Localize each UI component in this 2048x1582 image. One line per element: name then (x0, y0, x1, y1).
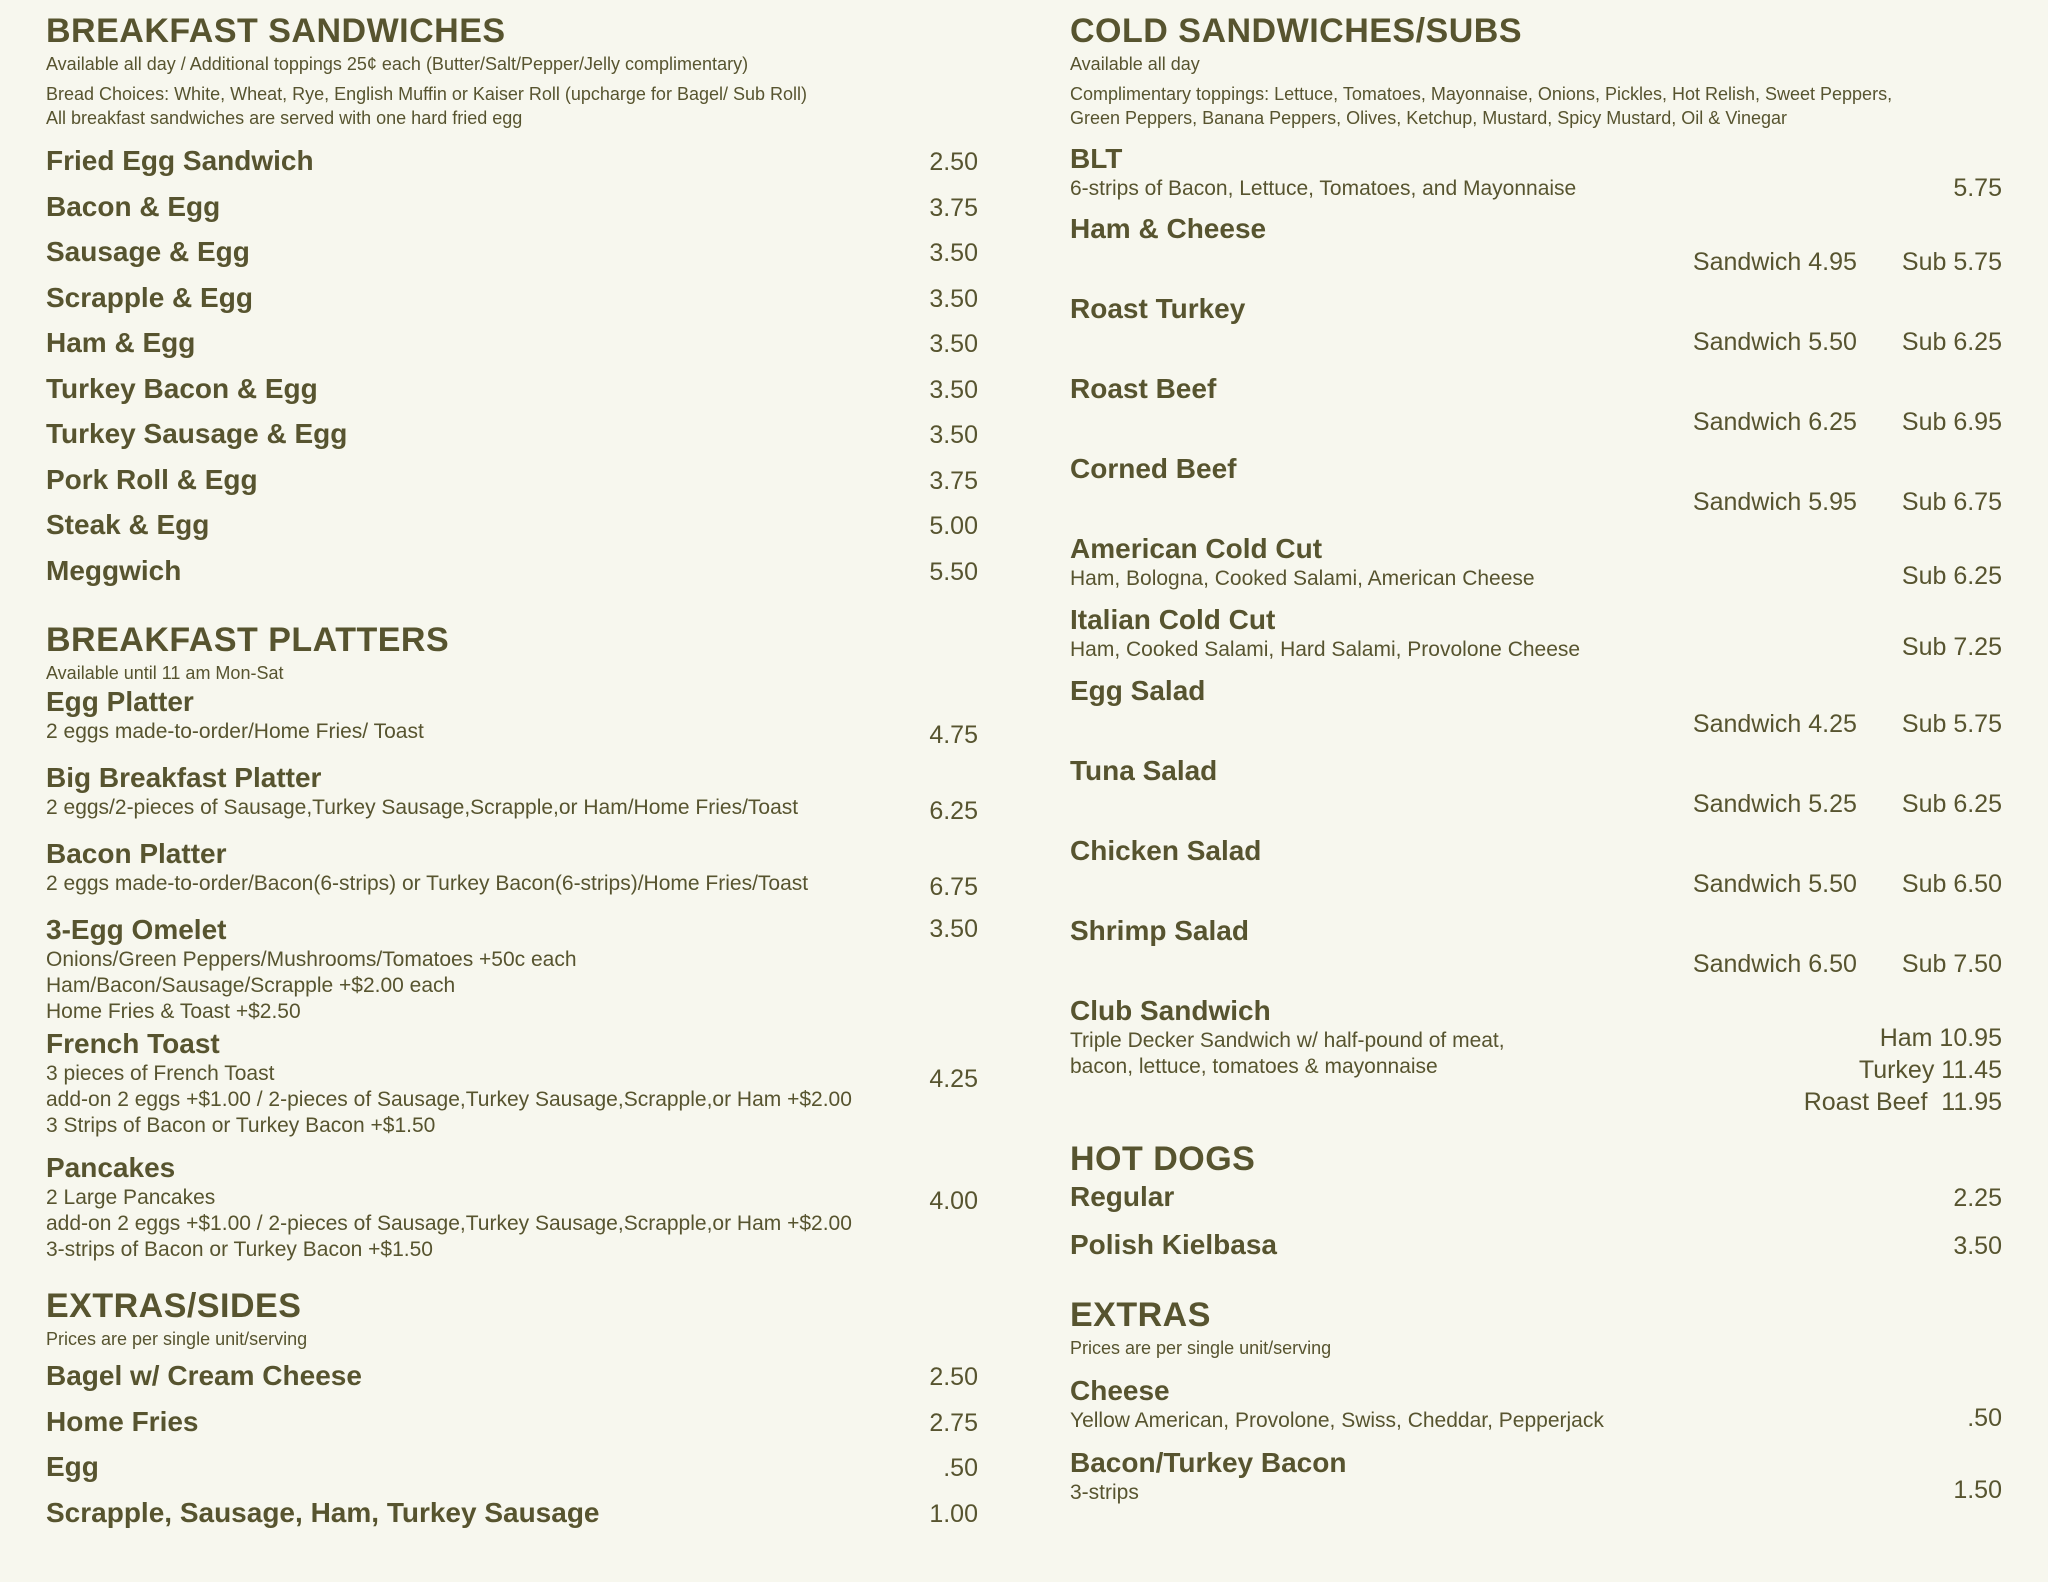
item-price: 3.50 (929, 284, 978, 313)
item-description: Onions/Green Peppers/Mushrooms/Tomatoes +50c each (46, 948, 577, 971)
item-name: Big Breakfast Platter (46, 762, 322, 793)
sandwich-price: Sandwich 4.95 (1692, 248, 1857, 276)
menu-item (1070, 532, 2002, 603)
item-description: 2 Large Pancakes (46, 1186, 216, 1209)
item-description: 3 Strips of Bacon or Turkey Bacon +$1.50 (46, 1114, 436, 1137)
menu-item (1070, 142, 2002, 212)
item-price: 4.00 (929, 1187, 978, 1215)
item-price: 3.75 (929, 466, 978, 495)
item-price: 3.50 (929, 375, 978, 404)
item-price: 3.75 (929, 193, 978, 222)
item-price: 2.50 (929, 148, 978, 176)
hot-dogs-section (1070, 1138, 2002, 1276)
item-price: 3.50 (929, 915, 978, 943)
item-prices (1070, 948, 2002, 980)
section-note: Available until 11 am Mon-Sat (46, 663, 284, 683)
menu-item (1070, 212, 2002, 292)
menu-list (46, 1359, 978, 1541)
breakfast-sandwiches-section (46, 10, 978, 599)
item-description: 3-strips of Bacon or Turkey Bacon +$1.50 (46, 1238, 433, 1261)
item-name: Bacon/Turkey Bacon (1070, 1447, 1347, 1478)
item-description: Ham, Cooked Salami, Hard Salami, Provolone Cheese (1070, 638, 1581, 661)
item-price: Ham 10.95 (1879, 1024, 2002, 1052)
item-name: Turkey Sausage & Egg (46, 418, 348, 449)
menu-item (1070, 1228, 2002, 1276)
item-price: .50 (1967, 1404, 2002, 1432)
menu-item (1070, 1374, 2002, 1446)
section-note: All breakfast sandwiches are served with one hard fried egg (46, 108, 523, 128)
item-description: 2 eggs made-to-order/Bacon(6-strips) or Turkey Bacon(6-strips)/Home Fries/Toast (46, 872, 809, 895)
item-name: Shrimp Salad (1070, 915, 1249, 946)
item-description: 3-strips (1070, 1481, 1139, 1504)
menu-item (46, 685, 978, 761)
menu-item (46, 281, 978, 327)
section-note: Available all day (1070, 54, 1200, 74)
menu-item (46, 417, 978, 463)
item-description: bacon, lettuce, tomatoes & mayonnaise (1070, 1055, 1438, 1078)
menu-item (1070, 452, 2002, 532)
item-price: 2.25 (1953, 1184, 2002, 1212)
item-name: Corned Beef (1070, 453, 1237, 484)
section-title: BREAKFAST SANDWICHES (46, 12, 506, 50)
club-prices (1804, 1022, 2002, 1118)
item-name: Meggwich (46, 554, 182, 586)
menu-item (46, 554, 978, 600)
item-description: 3 pieces of French Toast (46, 1062, 275, 1085)
menu-item (1070, 754, 2002, 834)
item-price: 2.50 (929, 1363, 978, 1391)
menu-item (46, 372, 978, 418)
item-name: BLT (1070, 143, 1123, 174)
menu-item (1070, 994, 2002, 1118)
menu-item (46, 235, 978, 281)
section-note: Bread Choices: White, Wheat, Rye, English Muffin or Kaiser Roll (upcharge for Bagel/ Sub Roll) (46, 84, 808, 104)
section-title: EXTRAS (1070, 1296, 1211, 1334)
section-note: Complimentary toppings: Lettuce, Tomatoes, Mayonnaise, Onions, Pickles, Hot Relish, Sweet Peppers, (1070, 84, 1893, 104)
item-name: Polish Kielbasa (1070, 1229, 1277, 1260)
right-column (1070, 10, 2002, 1542)
section-note: Prices are per single unit/serving (46, 1329, 308, 1349)
menu-item (46, 1151, 978, 1263)
menu-item (46, 1450, 978, 1496)
item-description: add-on 2 eggs +$1.00 / 2-pieces of Sausage,Turkey Sausage,Scrapple,or Ham +$2.00 (46, 1212, 852, 1235)
menu-item (46, 144, 978, 190)
menu-item (1070, 372, 2002, 452)
item-name: Ham & Cheese (1070, 213, 1267, 244)
item-name: Egg Platter (46, 686, 194, 717)
sub-price: Sub 6.95 (1901, 408, 2002, 436)
menu-item (1070, 603, 2002, 674)
item-price: 5.75 (1953, 174, 2002, 202)
item-description: 6-strips of Bacon, Lettuce, Tomatoes, and Mayonnaise (1070, 177, 1577, 200)
item-price: 4.25 (929, 1065, 978, 1093)
extras-sides-section (46, 1285, 978, 1541)
item-name: Pancakes (46, 1152, 176, 1183)
item-prices (1070, 788, 2002, 820)
section-title: BREAKFAST PLATTERS (46, 621, 450, 659)
item-name: Club Sandwich (1070, 995, 1271, 1026)
item-name: Steak & Egg (46, 509, 210, 540)
item-name: Roast Beef (1070, 373, 1217, 404)
item-prices (1070, 246, 2002, 278)
item-description: Ham, Bologna, Cooked Salami, American Cheese (1070, 567, 1535, 590)
menu-item (1070, 1180, 2002, 1228)
sandwich-price: Sandwich 4.25 (1692, 710, 1857, 738)
item-name: 3-Egg Omelet (46, 914, 227, 945)
item-name: Roast Turkey (1070, 293, 1246, 324)
sub-price: Sub 6.75 (1901, 488, 2002, 516)
menu-item (46, 837, 978, 913)
sub-price: Sub 7.50 (1901, 950, 2002, 978)
left-column (46, 10, 978, 1565)
menu-item (46, 913, 978, 1027)
item-price: 6.25 (929, 797, 978, 825)
section-title: COLD SANDWICHES/SUBS (1070, 12, 1523, 50)
item-name: Bacon Platter (46, 838, 227, 869)
item-description: Triple Decker Sandwich w/ half-pound of meat, (1070, 1029, 1505, 1052)
menu-item (46, 463, 978, 509)
item-name: Regular (1070, 1181, 1175, 1212)
item-name: Sausage & Egg (46, 236, 250, 267)
item-price: 1.00 (929, 1499, 978, 1528)
item-name: Cheese (1070, 1375, 1170, 1406)
item-name: Fried Egg Sandwich (46, 145, 314, 176)
item-name: Italian Cold Cut (1070, 604, 1276, 635)
item-price: Turkey 11.45 (1858, 1056, 2002, 1084)
menu-item (46, 1405, 978, 1451)
sub-price: Sub 5.75 (1901, 248, 2002, 276)
item-name: French Toast (46, 1028, 220, 1059)
item-price: 5.00 (929, 512, 978, 540)
item-price: Sub 7.25 (1901, 633, 2002, 661)
item-prices (1070, 486, 2002, 518)
menu-item (46, 1027, 978, 1151)
menu-list (46, 144, 978, 599)
item-description: Home Fries & Toast +$2.50 (46, 1000, 301, 1023)
item-name: Bagel w/ Cream Cheese (46, 1360, 362, 1391)
sub-price: Sub 5.75 (1901, 710, 2002, 738)
menu-item (46, 508, 978, 554)
item-name: American Cold Cut (1070, 533, 1323, 564)
item-name: Pork Roll & Egg (46, 463, 258, 495)
section-note: Available all day / Additional toppings 25¢ each (Butter/Salt/Pepper/Jelly complimentary) (46, 54, 749, 74)
sandwich-price: Sandwich 5.25 (1692, 790, 1857, 818)
item-price: Roast Beef 11.95 (1803, 1088, 2002, 1116)
item-price: 5.50 (929, 557, 978, 586)
sandwich-price: Sandwich 5.95 (1692, 488, 1857, 516)
breakfast-platters-section (46, 619, 978, 1263)
sandwich-price: Sandwich 5.50 (1692, 328, 1857, 356)
item-name: Turkey Bacon & Egg (46, 372, 318, 404)
item-description: Ham/Bacon/Sausage/Scrapple +$2.00 each (46, 974, 456, 997)
menu-item (1070, 834, 2002, 914)
item-name: Bacon & Egg (46, 190, 221, 222)
item-price: 6.75 (929, 873, 978, 901)
item-name: Chicken Salad (1070, 835, 1262, 866)
item-description: add-on 2 eggs +$1.00 / 2-pieces of Sausage,Turkey Sausage,Scrapple,or Ham +$2.00 (46, 1088, 852, 1111)
item-name: Scrapple & Egg (46, 281, 253, 313)
item-price: 3.50 (929, 239, 978, 267)
item-price: 4.75 (929, 721, 978, 749)
item-price: .50 (943, 1454, 978, 1482)
menu-item (46, 326, 978, 372)
item-name: Ham & Egg (46, 327, 196, 358)
menu-item (1070, 1446, 2002, 1518)
item-prices (1070, 326, 2002, 358)
item-description: 2 eggs made-to-order/Home Fries/ Toast (46, 720, 424, 743)
menu-item (46, 190, 978, 236)
sandwich-price: Sandwich 6.50 (1692, 950, 1857, 978)
menu-item (1070, 674, 2002, 754)
sandwich-price: Sandwich 6.25 (1692, 408, 1857, 436)
menu-item (1070, 914, 2002, 994)
section-title: EXTRAS/SIDES (46, 1287, 302, 1325)
item-prices (1070, 406, 2002, 438)
menu-item (46, 1359, 978, 1405)
section-note: Prices are per single unit/serving (1070, 1338, 1332, 1358)
item-price: 3.50 (929, 330, 978, 358)
section-title: HOT DOGS (1070, 1140, 1256, 1178)
item-description: Yellow American, Provolone, Swiss, Cheddar, Pepperjack (1070, 1409, 1604, 1432)
item-price: Sub 6.25 (1901, 562, 2002, 590)
item-price: 1.50 (1953, 1476, 2002, 1504)
extras-section (1070, 1294, 2002, 1518)
item-price: 2.75 (929, 1408, 978, 1437)
item-price: 3.50 (929, 421, 978, 449)
sub-price: Sub 6.50 (1901, 870, 2002, 898)
item-description: 2 eggs/2-pieces of Sausage,Turkey Sausage,Scrapple,or Ham/Home Fries/Toast (46, 796, 799, 819)
cold-sandwiches-section (1070, 10, 2002, 1118)
item-price: 3.50 (1953, 1232, 2002, 1260)
menu-item (1070, 292, 2002, 372)
item-name: Home Fries (46, 1405, 199, 1437)
item-prices (1070, 708, 2002, 740)
section-note: Green Peppers, Banana Peppers, Olives, Ketchup, Mustard, Spicy Mustard, Oil & Vinegar (1070, 108, 1788, 128)
sub-price: Sub 6.25 (1901, 328, 2002, 356)
item-name: Egg Salad (1070, 675, 1206, 706)
menu-item (46, 761, 978, 837)
sub-price: Sub 6.25 (1901, 790, 2002, 818)
menu-item (46, 1496, 978, 1542)
sandwich-price: Sandwich 5.50 (1692, 870, 1857, 898)
item-name: Egg (46, 1451, 99, 1482)
item-name: Tuna Salad (1070, 755, 1218, 786)
item-name: Scrapple, Sausage, Ham, Turkey Sausage (46, 1496, 600, 1528)
item-prices (1070, 868, 2002, 900)
